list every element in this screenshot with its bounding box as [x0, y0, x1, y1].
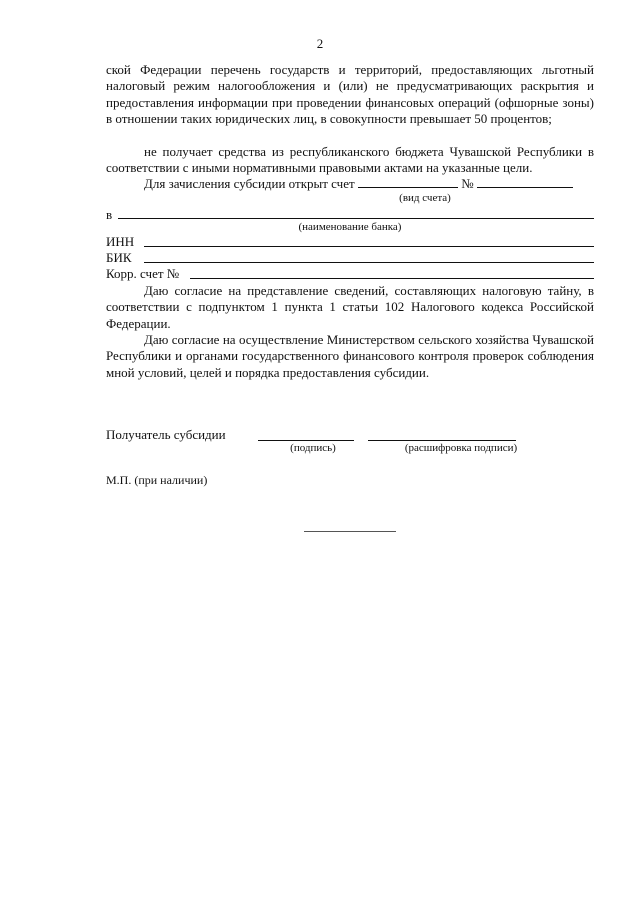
signature-decoding-caption: (расшифровка подписи) [404, 442, 518, 454]
consent-audit-paragraph: Даю согласие на осуществление Министерством сельского хозяйства Чувашской Республики и органами государственного финансового контроля проверок соблюдения мной условий, целей и порядка предоставления субсидии. [106, 332, 594, 380]
bank-caption: (наименование банка) [298, 221, 402, 233]
recipient-label: Получатель субсидии [106, 427, 226, 442]
corr-account-label: Корр. счет № [106, 266, 180, 281]
corr-account-blank[interactable] [190, 278, 594, 279]
account-number-blank[interactable] [477, 176, 573, 188]
stamp-label: М.П. (при наличии) [106, 473, 208, 487]
end-divider [304, 531, 396, 532]
bank-prefix: в [106, 207, 113, 222]
number-sign: № [461, 176, 474, 191]
account-type-caption: (вид счета) [399, 192, 451, 204]
paragraph-offshore: ской Федерации перечень государств и территорий, предоставляющих льготный налоговый режим налогообложения и (или) не предусматривающих раскрытия и предоставления информации при проведении финансовых операций (офшорные зоны) в отношении таких юридических лиц, в совокупности превышает 50 процентов; [106, 62, 594, 126]
account-type-blank[interactable] [358, 176, 458, 188]
bik-blank[interactable] [144, 262, 594, 263]
paragraph-budget: не получает средства из республиканского бюджета Чувашской Республики в соответствии с иными нормативными правовыми актами на указанные цели. [106, 144, 594, 176]
consent-tax-paragraph: Даю согласие на представление сведений, составляющих налоговую тайну, в соответствии с подпунктом 1 пункта 1 статьи 102 Налогового кодекса Российской Федерации. [106, 283, 594, 331]
account-intro: Для зачисления субсидии открыт счет [144, 176, 355, 191]
bik-label: БИК [106, 250, 132, 265]
signature-blank[interactable] [258, 440, 354, 441]
page-number: 2 [316, 36, 324, 51]
inn-blank[interactable] [144, 246, 594, 247]
account-opened-line [106, 176, 594, 192]
inn-label: ИНН [106, 234, 135, 249]
signature-caption: (подпись) [290, 442, 336, 454]
signature-decoding-blank[interactable] [368, 440, 516, 441]
bank-name-blank[interactable] [118, 218, 594, 219]
